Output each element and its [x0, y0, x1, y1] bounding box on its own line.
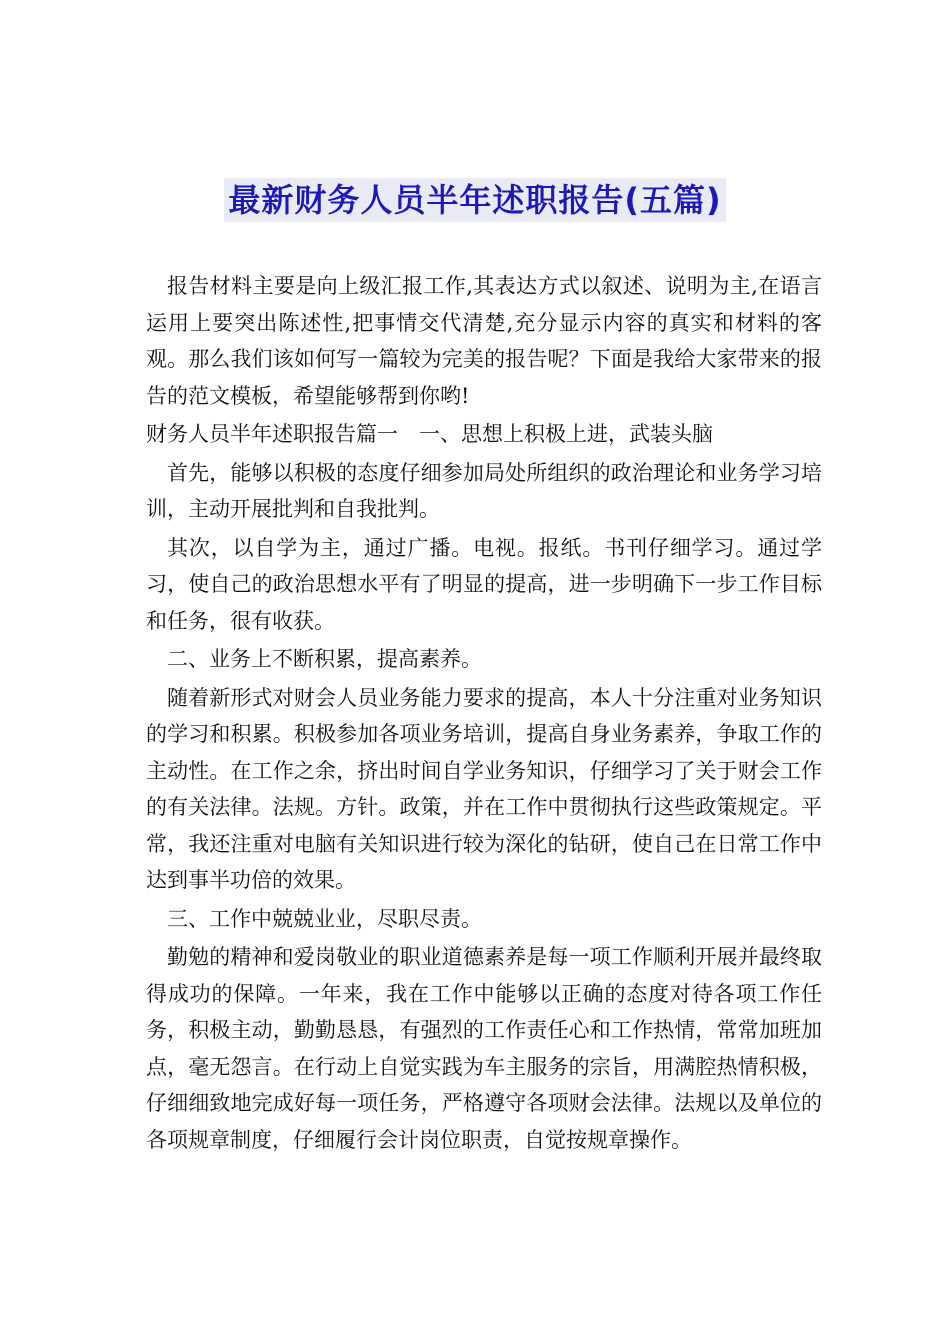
title-container — [0, 178, 950, 222]
body-paragraph: 首先，能够以积极的态度仔细参加局处所组织的政治理论和业务学习培训，主动开展批判和自我批判。 — [146, 460, 822, 521]
section-heading: 二、业务上不断积累，提高素养。 — [167, 647, 482, 671]
body-paragraph: 勤勉的精神和爱岗敬业的职业道德素养是每一项工作顺利开展并最终取得成功的保障。一年来，我在工作中能够以正确的态度对待各项工作任务，积极主动，勤勤恳恳，有强烈的工作责任心和工作热情，常常加班加点，毫无怨言。在行动上自觉实践为车主服务的宗旨，用满腔热情积极，仔细细致地完成好每一项任务，严格遵守各项财会法律。法规以及单位的各项规章制度，仔细履行会计岗位职责，自觉按规章操作。 — [146, 945, 822, 1152]
intro-paragraph: 报告材料主要是向上级汇报工作,其表达方式以叙述、说明为主,在语言运用上要突出陈述性,把事情交代清楚,充分显示内容的真实和材料的客观。那么我们该如何写一篇较为完美的报告呢？下面是我给大家带来的报告的范文模板，希望能够帮到你哟! — [146, 274, 822, 408]
section-heading-part-one: 财务人员半年述职报告篇一 一、思想上积极上进，武装头脑 — [146, 422, 713, 446]
body-paragraph: 其次，以自学为主，通过广播。电视。报纸。书刊仔细学习。通过学习，使自己的政治思想水平有了明显的提高，进一步明确下一步工作目标和任务，很有收获。 — [146, 535, 822, 633]
body-paragraph: 随着新形式对财会人员业务能力要求的提高，本人十分注重对业务知识的学习和积累。积极参加各项业务培训，提高自身业务素养，争取工作的主动性。在工作之余，挤出时间自学业务知识，仔细学习了关于财会工作的有关法律。法规。方针。政策，并在工作中贯彻执行这些政策规定。平常，我还注重对电脑有关知识进行较为深化的钻研，使自己在日常工作中达到事半功倍的效果。 — [146, 685, 822, 892]
section-heading: 三、工作中兢兢业业，尽职尽责。 — [167, 906, 482, 931]
document-body — [146, 268, 822, 1160]
document-title: 最新财务人员半年述职报告(五篇) — [224, 178, 725, 222]
